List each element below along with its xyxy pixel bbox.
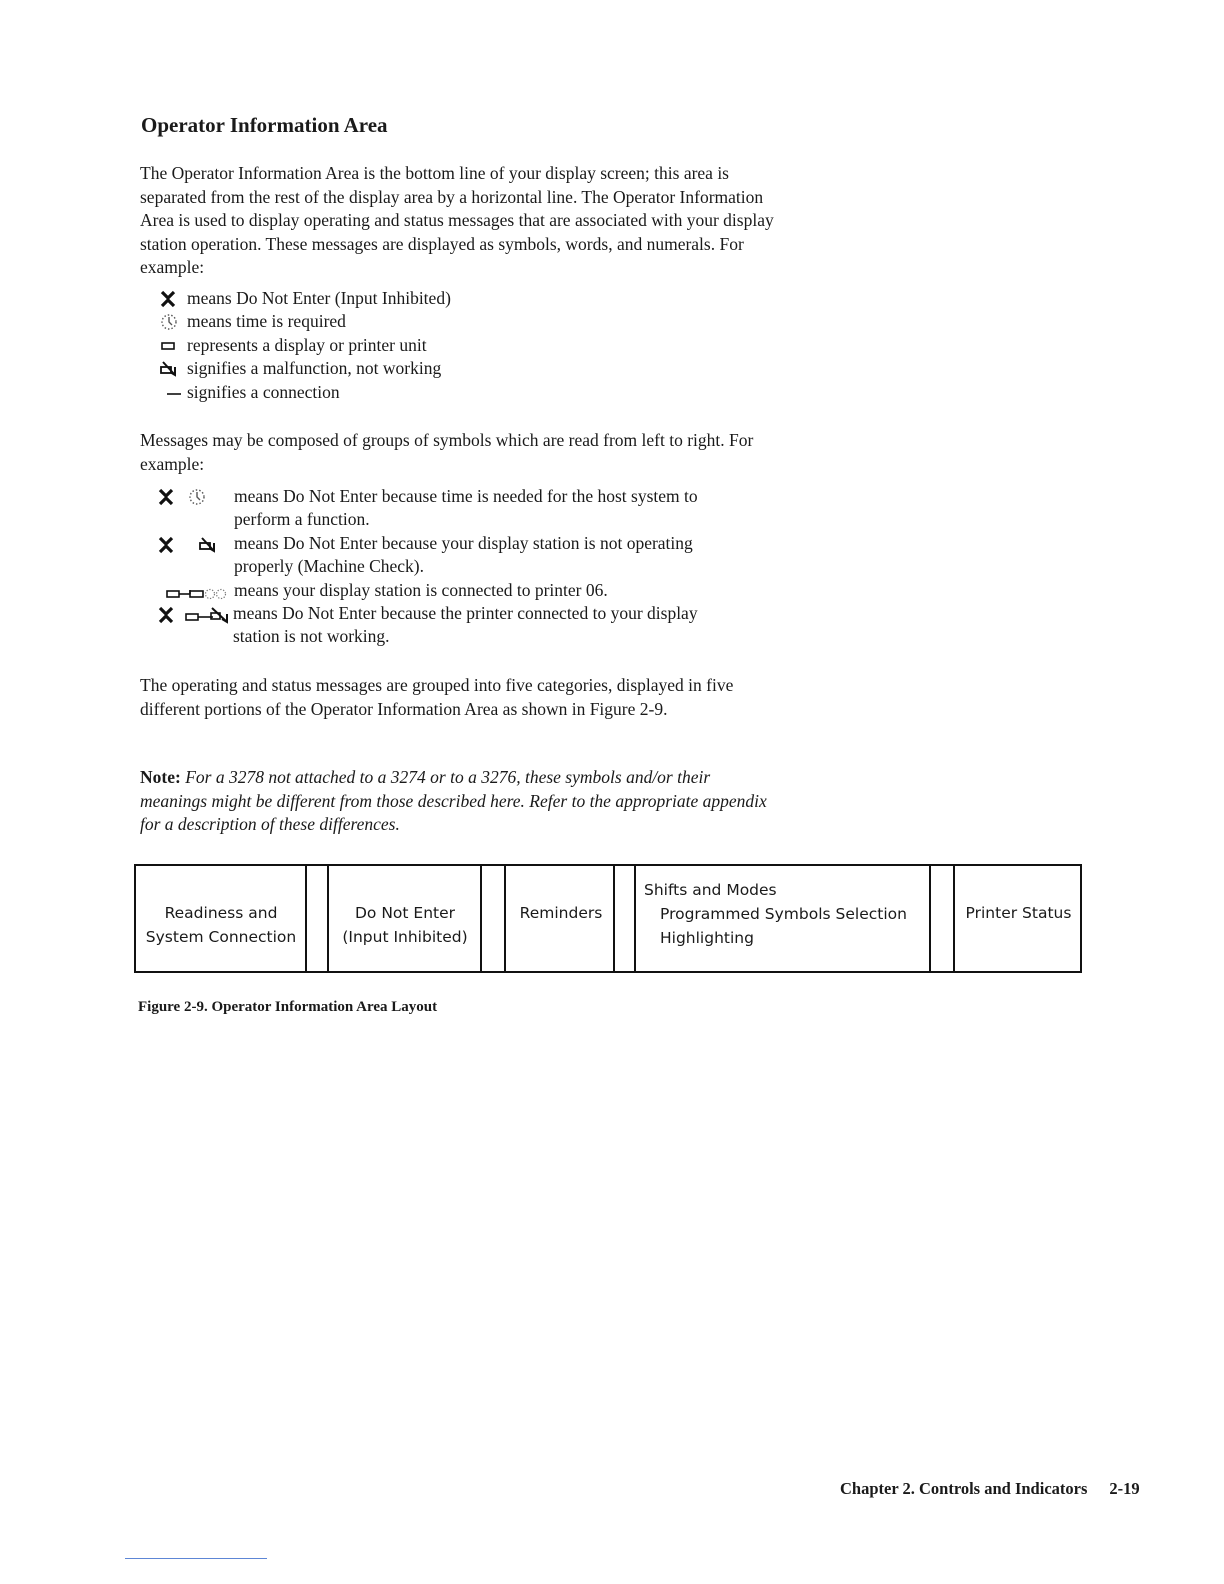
readiness-section: Readiness and System Connection bbox=[145, 904, 297, 946]
section-heading: Operator Information Area bbox=[141, 113, 388, 137]
groups-paragraph: Messages may be composed of groups of symbols which are read from left to right. For example: bbox=[140, 430, 754, 474]
connection-line-icon bbox=[167, 393, 181, 395]
clock-icon bbox=[160, 313, 178, 331]
intro-paragraph: The Operator Information Area is the bottom line of your display screen; this area is separated from the rest of the display area by a horizontal line. The Operator Information Area is used to display operating and status messages that are associated with your display station operation. These messages are displayed as symbols, words, and numerals. For example: bbox=[140, 163, 774, 277]
page-footer bbox=[840, 1479, 1140, 1499]
display-printer-connection-icon bbox=[166, 588, 236, 600]
footer-chapter: Chapter 2. Controls and Indicators bbox=[840, 1479, 1088, 1498]
do-not-enter-icon bbox=[158, 537, 174, 553]
operator-information-area-layout-figure bbox=[134, 864, 1082, 973]
note-label: Note: bbox=[140, 767, 181, 787]
note-paragraph bbox=[140, 766, 780, 837]
section-divider bbox=[480, 866, 482, 971]
do-not-enter-section: Do Not Enter (Input Inhibited) bbox=[342, 904, 468, 946]
section-divider bbox=[929, 866, 931, 971]
section-divider bbox=[305, 866, 307, 971]
malfunction-icon bbox=[199, 537, 217, 553]
figure-caption: Figure 2-9. Operator Information Area Layout bbox=[138, 999, 438, 1015]
reminders-section: Reminders bbox=[519, 904, 603, 922]
printer-status-section: Printer Status bbox=[965, 904, 1072, 922]
do-not-enter-icon bbox=[158, 489, 174, 505]
section-divider bbox=[613, 866, 615, 971]
scan-edge-line bbox=[125, 1558, 267, 1559]
categories-paragraph: The operating and status messages are grouped into five categories, displayed in five different portions of the Operator Information Area as shown in Figure 2-9. bbox=[140, 675, 734, 719]
malfunction-icon bbox=[160, 361, 178, 377]
do-not-enter-icon bbox=[158, 607, 174, 623]
do-not-enter-icon bbox=[160, 291, 176, 307]
printer-malfunction-icon bbox=[185, 607, 231, 623]
page-number: 2-19 bbox=[1109, 1479, 1140, 1498]
display-unit-icon bbox=[161, 342, 175, 350]
clock-icon bbox=[188, 488, 206, 506]
note-text: For a 3278 not attached to a 3274 or to a 3276, these symbols and/or their meanings might be different from those described here. Refer to the appropriate appendix for a description of these differences. bbox=[140, 767, 767, 834]
shifts-and-modes-section: Shifts and Modes Programmed Symbols Selection Highlighting bbox=[644, 881, 907, 947]
